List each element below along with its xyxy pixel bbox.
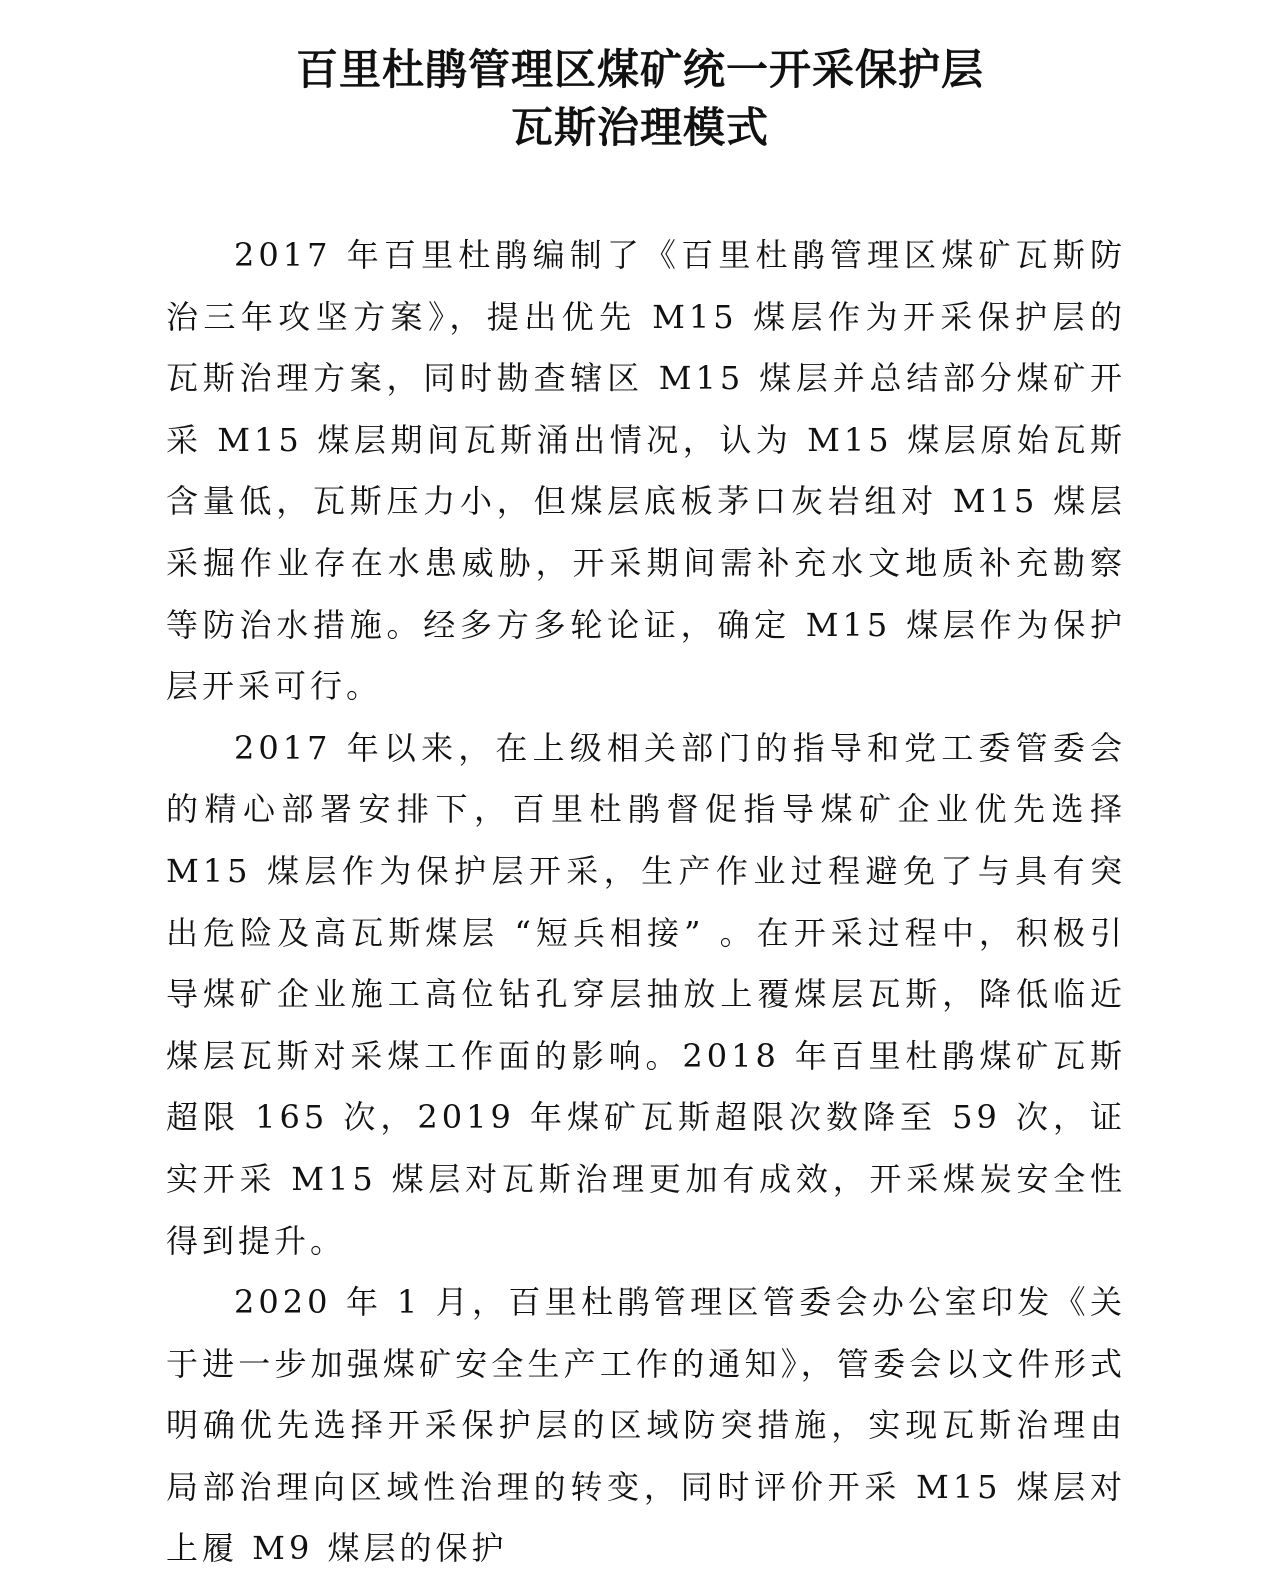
body-paragraph-1: 2017 年百里杜鹃编制了《百里杜鹃管理区煤矿瓦斯防治三年攻坚方案》，提出优先 M15 煤层作为开采保护层的瓦斯治理方案，同时勘查辖区 M15 煤层并总结部分煤矿开采 M15 煤层期间瓦斯涌出情况，认为 M15 煤层原始瓦斯含量低，瓦斯压力小，但煤层底板茅口灰岩组对 M15 煤层采掘作业存在水患威胁，开采期间需补充水文地质补充勘察等防治水措施。经多方多轮论证，确定 M15 煤层作为保护层开采可行。 <box>166 236 1126 706</box>
document-title-line-2: 瓦斯治理模式 <box>510 103 769 152</box>
document-body <box>166 225 1126 1580</box>
document-title-line-1: 百里杜鹃管理区煤矿统一开采保护层 <box>295 45 984 94</box>
body-paragraph-2: 2017 年以来，在上级相关部门的指导和党工委管委会的精心部署安排下，百里杜鹃督促指导煤矿企业优先选择 M15 煤层作为保护层开采，生产作业过程避免了与具有突出危险及高瓦斯煤层 “短兵相接” 。在开采过程中，积极引导煤矿企业施工高位钻孔穿层抽放上覆煤层瓦斯，降低临近煤层瓦斯对采煤工作面的影响。2018 年百里杜鹃煤矿瓦斯超限 165 次，2019 年煤矿瓦斯超限次数降至 59 次，证实开采 M15 煤层对瓦斯治理更加有成效，开采煤炭安全性得到提升。 <box>166 728 1126 1260</box>
body-paragraph-3: 2020 年 1 月，百里杜鹃管理区管委会办公室印发《关于进一步加强煤矿安全生产工作的通知》，管委会以文件形式明确优先选择开采保护层的区域防突措施，实现瓦斯治理由局部治理向区域性治理的转变，同时评价开采 M15 煤层对上履 M9 煤层的保护 <box>166 1283 1126 1568</box>
